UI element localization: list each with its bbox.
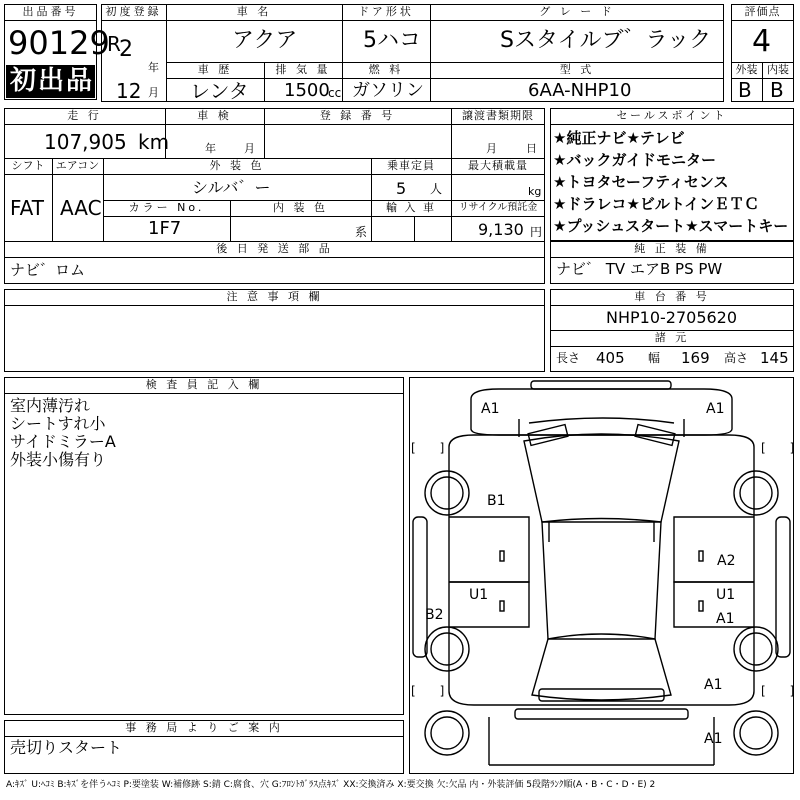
sales-point-4: ★ドラレコ★ビルトインＥＴＣ: [553, 195, 760, 213]
ext-color-value: シルバ゛ー: [192, 178, 271, 197]
chassis-value: NHP10-2705620: [606, 308, 738, 327]
mark-left-rear-door: U1: [469, 587, 489, 603]
equipment-label: 純 正 装 備: [634, 242, 710, 255]
bracket-left-bottom: [ ]: [411, 684, 445, 698]
mark-left-sill: B2: [425, 607, 444, 623]
color-no-label: カラー No.: [128, 201, 205, 214]
year-unit: 年: [148, 61, 162, 74]
sales-point-3: ★トヨタセーフティセンス: [553, 173, 729, 191]
lot-number: 90129: [8, 24, 110, 62]
recycle-unit: 円: [530, 225, 543, 239]
length-label: 長さ: [556, 351, 581, 365]
mark-right-rear-door: U1: [716, 587, 736, 603]
mileage-unit: km: [138, 130, 170, 154]
history-label: 車 歴: [197, 63, 233, 76]
capacity-unit: 人: [430, 182, 443, 196]
int-color-unit: 系: [355, 225, 368, 239]
bracket-right-bottom: [ ]: [761, 684, 794, 698]
score-value: 4: [752, 24, 772, 59]
car-name: アクア: [232, 28, 298, 53]
reg-number-label: 登 録 番 号: [319, 109, 396, 122]
mark-front-left: A1: [481, 401, 500, 417]
dims-label: 諸 元: [654, 331, 690, 344]
inspector-line-1: 室内薄汚れ: [10, 396, 91, 415]
model-label: 型 式: [559, 63, 595, 76]
era: R: [107, 32, 121, 56]
fuel-label: 燃 料: [368, 63, 404, 76]
shift-label: シフト: [11, 159, 45, 172]
notes-label: 注 意 事 項 欄: [226, 290, 323, 303]
inspector-line-4: 外装小傷有り: [10, 450, 107, 469]
inspector-line-2: シートすれ小: [10, 414, 106, 433]
capacity-label: 乗車定員: [387, 159, 435, 172]
width-label: 幅: [648, 351, 661, 365]
import-label: 輸 入 車: [386, 201, 436, 214]
chassis-label: 車 台 番 号: [634, 290, 710, 303]
displacement-label: 排 気 量: [275, 63, 331, 76]
legend: A:ｷｽﾞ U:ﾍｺﾐ B:ｷｽﾞを伴うﾍｺﾐ P:要塗装 W:補修跡 S:錆 C:腐食、穴 G:ﾌﾛﾝﾄｶﾞﾗｽ点ｷｽﾞ XX:交換済み X:要交換 欠:欠品 内・外装評価 5段階ﾗﾝｸ順(A・B・C・D・E) 2: [6, 780, 656, 790]
door-value: 5ハコ: [363, 28, 421, 53]
transfer-label: 譲渡書類期限: [462, 109, 534, 122]
reg-year: 2: [119, 37, 133, 62]
car-name-label: 車 名: [236, 5, 272, 18]
exterior-label: 外装: [735, 63, 758, 76]
bracket-right-top: [ ]: [761, 441, 794, 455]
height-label: 高さ: [724, 351, 749, 365]
ac-label: エアコン: [55, 159, 100, 172]
car-diagram: [409, 377, 794, 774]
inspector-line-3: サイドミラーA: [10, 432, 116, 451]
ac-value: AAC: [60, 196, 102, 220]
exterior-grade: B: [738, 78, 752, 102]
length-value: 405: [596, 349, 625, 367]
color-no-value: 1F7: [148, 218, 182, 239]
recycle-label: リサイクル預託金: [458, 202, 538, 213]
recycle-value: 9,130: [478, 220, 524, 239]
inspection-month-unit: 月: [244, 142, 258, 155]
interior-grade: B: [770, 78, 784, 102]
month-unit: 月: [148, 86, 162, 99]
later-parts-label: 後 日 発 送 部 品: [216, 242, 333, 255]
mark-right-quarter: A1: [716, 611, 735, 627]
door-label: ドア形状: [358, 5, 414, 18]
max-load-label: 最大積載量: [468, 159, 528, 172]
displacement-unit: cc: [328, 86, 342, 100]
fuel-value: ガソリン: [352, 80, 424, 101]
inspection-year-unit: 年: [205, 142, 219, 155]
ext-color-label: 外 装 色: [209, 159, 265, 172]
mark-left-fender: B1: [487, 493, 506, 509]
mark-rear-bumper: A1: [704, 731, 723, 747]
sales-point-2: ★バックガイドモニター: [553, 151, 716, 169]
grade-value: Sスタイルブ゛ラック: [500, 28, 712, 53]
first-listing-text: 初出品: [10, 66, 95, 96]
bracket-left-top: [ ]: [411, 441, 445, 455]
mileage-value: 107,905: [44, 130, 127, 154]
max-load-unit: kg: [528, 185, 542, 198]
sales-point-1: ★純正ナビ★テレビ: [553, 129, 685, 147]
inspector-label: 検 査 員 記 入 欄: [145, 378, 263, 391]
mark-rear-right: A1: [704, 677, 723, 693]
inspection-label: 車 検: [197, 109, 232, 122]
mark-front-right: A1: [706, 401, 725, 417]
shift-value: FAT: [10, 196, 45, 220]
office-label: 事 務 局 よ り ご 案 内: [125, 721, 283, 734]
score-label: 評価点: [744, 5, 781, 18]
lot-number-label: 出品番号: [22, 5, 79, 18]
width-value: 169: [681, 349, 710, 367]
sales-points-label: セールスポイント: [616, 109, 728, 122]
later-parts-value: ナビ゛ロム: [10, 261, 86, 279]
int-color-label: 内 装 色: [273, 201, 328, 214]
sales-point-5: ★プッシュスタート★スマートキー: [553, 217, 789, 235]
interior-label: 内装: [767, 63, 789, 76]
capacity-value: 5: [396, 179, 407, 198]
displacement-value: 1500: [284, 80, 330, 101]
transfer-month-unit: 月: [486, 142, 500, 155]
first-reg-label: 初度登録: [105, 5, 162, 18]
office-value: 売切りスタート: [10, 738, 123, 757]
model-value: 6AA-NHP10: [528, 80, 632, 101]
reg-month: 12: [116, 79, 142, 103]
transfer-day-unit: 日: [526, 142, 540, 155]
equipment-value: ナビ゛ TV エアB PS PW: [556, 260, 723, 278]
height-value: 145: [760, 349, 789, 367]
grade-label: グ レ ー ド: [539, 5, 615, 18]
mark-right-door: A2: [717, 553, 736, 569]
history-value: レンタ: [190, 79, 249, 103]
mileage-label: 走 行: [67, 109, 102, 122]
